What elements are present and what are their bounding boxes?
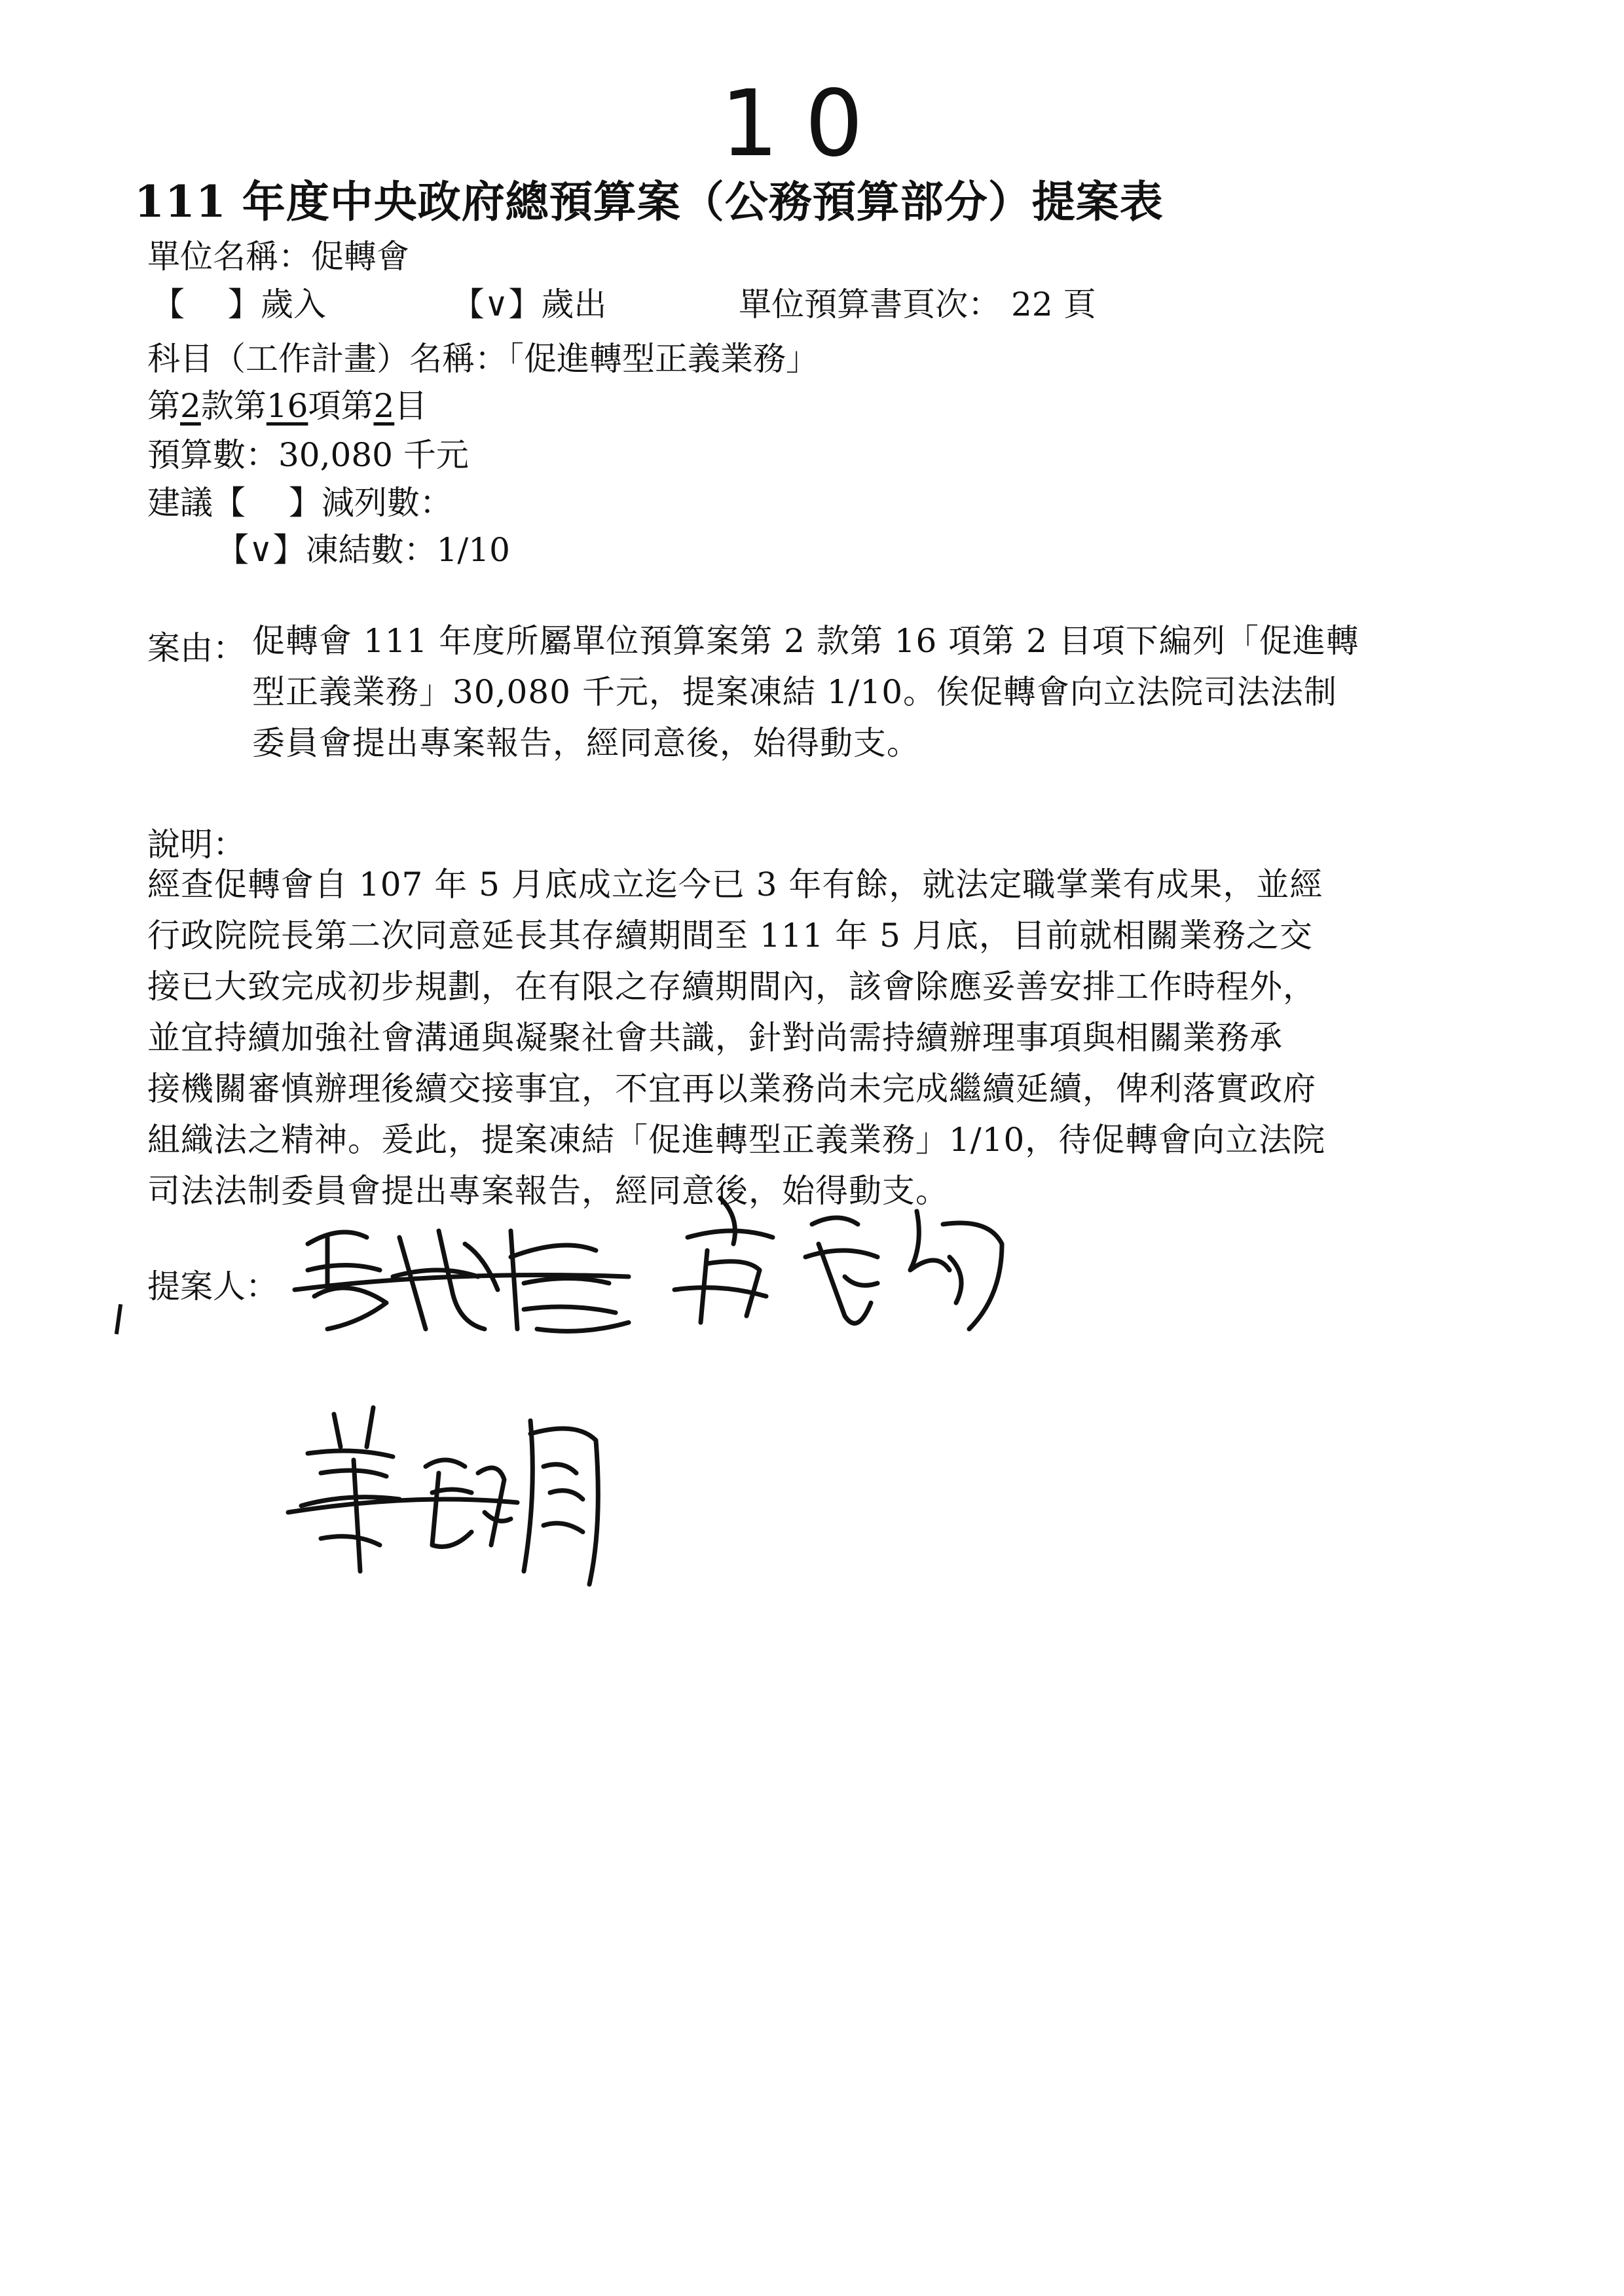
subject-row	[147, 333, 819, 380]
freeze-label: 凍結數：	[305, 531, 437, 569]
explanation-line: 組織法之精神。爰此，提案凍結「促進轉型正義業務」1/10，待促轉會向立法院	[147, 1121, 1326, 1159]
page-number: 10	[720, 71, 890, 177]
budget-row	[147, 429, 469, 476]
explanation-line: 接已大致完成初步規劃，在有限之存續期間內，該會除應妥善安排工作時程外，	[147, 968, 1316, 1006]
suggestion-label: 建議	[147, 484, 213, 522]
freeze-value: 1/10	[436, 531, 510, 569]
item-code-text: 目	[394, 387, 428, 425]
suggestion-row	[147, 477, 452, 524]
explanation-line: 經查促轉會自 107 年 5 月底成立迄今已 3 年有餘，就法定職掌業有成果，並經	[147, 866, 1323, 903]
explanation-line: 行政院院長第二次同意延長其存續期間至 111 年 5 月底，目前就相關業務之交	[147, 917, 1313, 955]
freeze-checkbox: 【∨】	[216, 531, 306, 569]
signature-1	[288, 1198, 642, 1349]
unit-value: 促轉會	[311, 238, 409, 276]
xiang-number: 16	[266, 387, 308, 425]
explanation-line: 接機關審慎辦理後續交接事宜，不宜再以業務尚未完成繼續延續，俾利落實政府	[147, 1070, 1316, 1108]
expense-checkbox: 【∨】	[451, 285, 542, 323]
budget-value: 30,080 千元	[278, 436, 469, 474]
budget-page-label: 單位預算書頁次：	[739, 285, 1001, 323]
subject-value: 「促進轉型正義業務」	[507, 340, 819, 378]
signature-2	[661, 1185, 1015, 1349]
reason-line: 型正義業務」30,080 千元，提案凍結 1/10。俟促轉會向立法院司法法制	[252, 673, 1338, 711]
reason-line: 委員會提出專案報告，經同意後，始得動支。	[252, 724, 920, 762]
reason-text	[252, 615, 1359, 769]
type-row	[152, 278, 1096, 325]
unit-label: 單位名稱：	[147, 238, 311, 276]
freeze-row	[216, 524, 510, 571]
explanation-line: 司法法制委員會提出專案報告，經同意後，始得動支。	[147, 1172, 949, 1210]
explanation-text	[147, 859, 1325, 1216]
unit-row	[147, 230, 409, 278]
kuan-number: 2	[180, 387, 201, 425]
page-title: 111 年度中央政府總預算案（公務預算部分）提案表	[134, 176, 1164, 227]
item-code-row	[147, 380, 427, 427]
margin-mark	[115, 1304, 122, 1334]
item-code-text: 第	[147, 387, 180, 425]
reason-label: 案由：	[147, 629, 246, 667]
budget-label: 預算數：	[147, 436, 278, 474]
item-code-text: 項第	[308, 387, 374, 425]
signature-3	[282, 1394, 635, 1591]
mu-number: 2	[373, 387, 395, 425]
cut-label: 減列數：	[321, 484, 452, 522]
item-code-text: 款第	[200, 387, 267, 425]
budget-page-value: 22 頁	[1011, 285, 1096, 323]
expense-label: 歲出	[541, 285, 607, 323]
explanation-line: 並宜持續加強社會溝通與凝聚社會共識，針對尚需持續辦理事項與相關業務承	[147, 1019, 1283, 1057]
subject-label: 科目（工作計畫）名稱：	[147, 340, 507, 378]
revenue-label: 歲入	[260, 285, 326, 323]
revenue-checkbox: 【 】	[152, 285, 261, 323]
explanation-label: 說明：	[147, 826, 246, 864]
proposer-label: 提案人：	[147, 1267, 278, 1305]
cut-checkbox: 【 】	[213, 484, 322, 522]
reason-line: 促轉會 111 年度所屬單位預算案第 2 款第 16 項第 2 目項下編列「促進轉	[252, 622, 1359, 660]
